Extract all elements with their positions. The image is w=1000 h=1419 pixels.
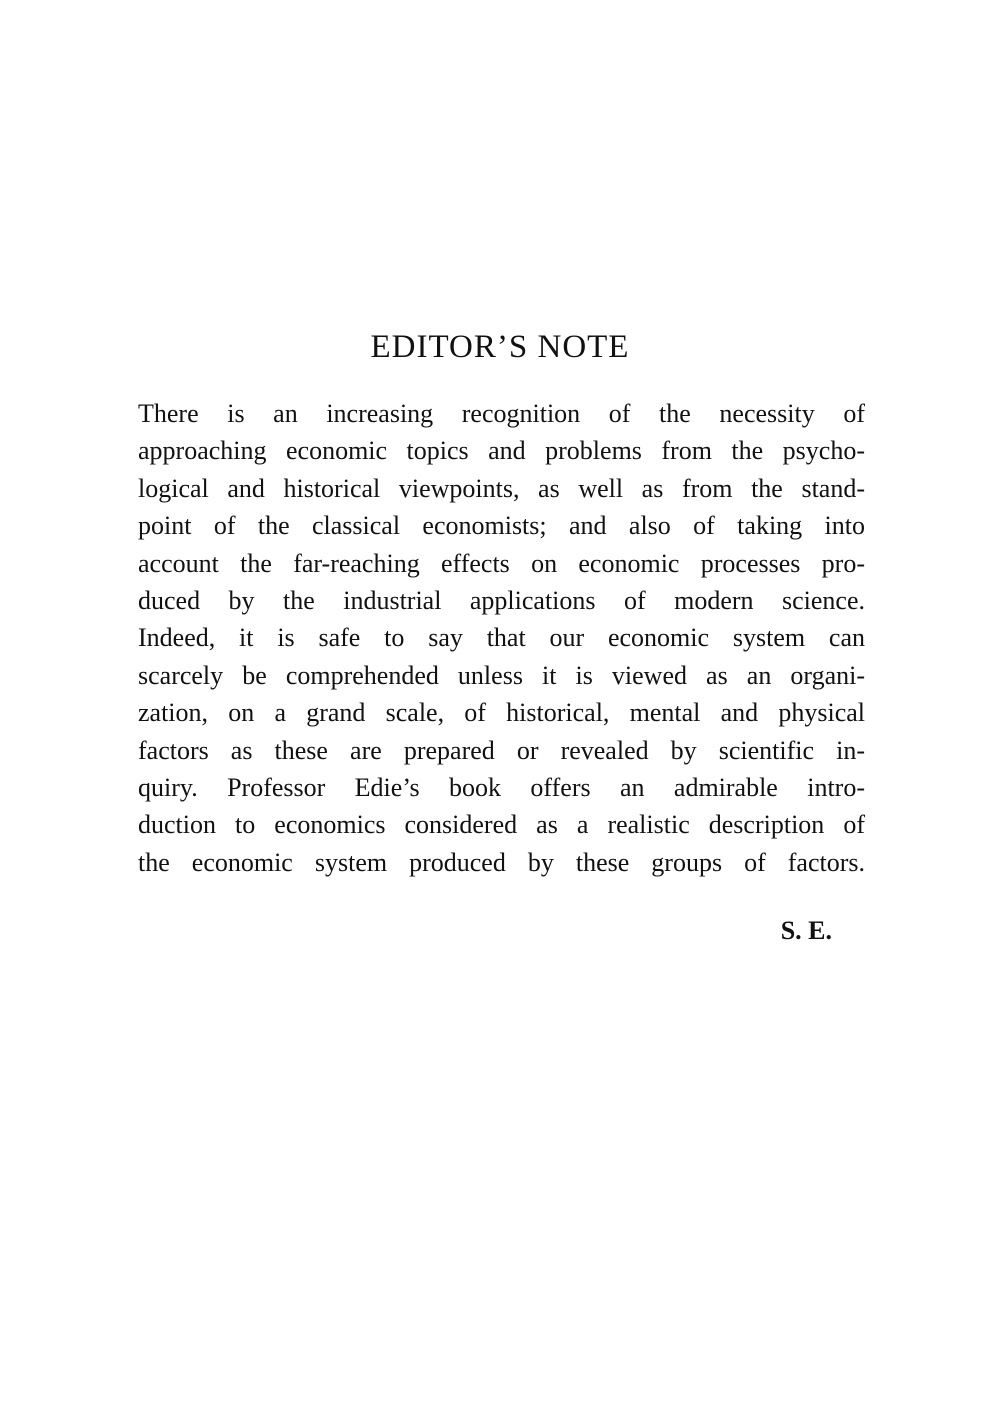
- paragraph-line: duced by the industrial applications of modern science.: [138, 585, 865, 615]
- paragraph-line: the economic system produced by these groups of factors.: [138, 847, 865, 877]
- paragraph-line: factors as these are prepared or revealed by scientific in-: [138, 735, 865, 765]
- signature-initials: S. E.: [780, 916, 832, 945]
- paragraph-line: quiry. Professor Edie’s book offers an admirable intro-: [138, 772, 865, 802]
- page-title: EDITOR’S NOTE: [370, 329, 630, 365]
- editors-note-paragraph: [138, 395, 865, 881]
- paragraph-line: point of the classical economists; and also of taking into: [138, 511, 865, 541]
- paragraph-line: account the far-reaching effects on economic processes pro-: [138, 548, 865, 578]
- paragraph-line: zation, on a grand scale, of historical, mental and physical: [138, 698, 865, 728]
- paragraph-line: approaching economic topics and problems from the psycho-: [138, 436, 865, 466]
- paragraph-line: duction to economics considered as a realistic description of: [138, 810, 865, 840]
- paragraph-line: There is an increasing recognition of the necessity of: [138, 399, 865, 428]
- paragraph-line: Indeed, it is safe to say that our economic system can: [138, 623, 865, 653]
- paragraph-line: logical and historical viewpoints, as well as from the stand-: [138, 473, 865, 503]
- paragraph-line: scarcely be comprehended unless it is viewed as an organi-: [138, 660, 865, 690]
